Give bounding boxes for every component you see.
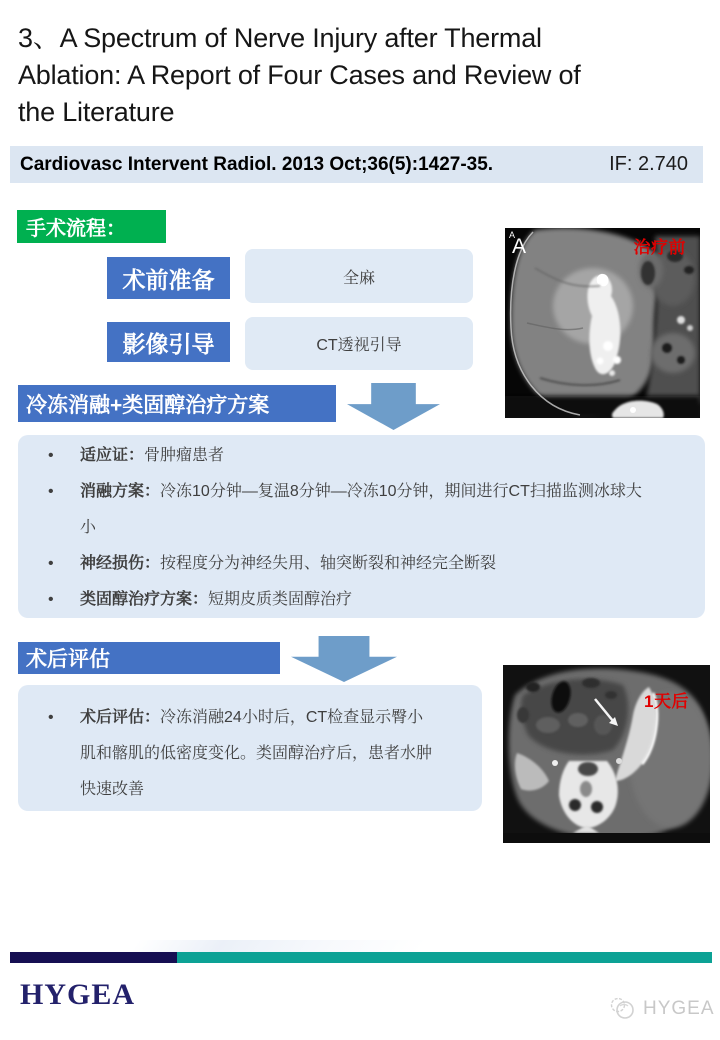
figure-tag-posttreatment: 1天后 xyxy=(644,692,689,711)
step-value-ct-guidance: CT透视引导 xyxy=(245,317,473,370)
flow-header-badge: 手术流程： xyxy=(17,210,166,243)
assessment-header-badge: 术后评估 xyxy=(18,642,280,674)
page-title xyxy=(18,20,686,131)
bullet-text: 骨肿瘤患者 xyxy=(144,447,225,464)
bullet-label: 适应证： xyxy=(80,447,145,464)
list-item xyxy=(34,474,653,546)
figure-tag-pretreatment: 治疗前 xyxy=(633,238,686,257)
down-arrow-icon xyxy=(291,636,397,682)
plan-bullet-box xyxy=(18,435,705,618)
list-item xyxy=(34,438,653,474)
page-title-line-2: Ablation: A Report of Four Cases and Review of xyxy=(18,60,581,90)
journal-citation: Cardiovasc Intervent Radiol. 2013 Oct;36(5):1427-35. xyxy=(20,153,494,175)
watermark-text: HYGEA xyxy=(643,998,715,1019)
impact-factor: IF: 2.740 xyxy=(609,153,688,175)
bullet-label: 神经损伤： xyxy=(80,555,161,572)
figure-sublabel: A xyxy=(509,230,516,240)
assessment-bullet-box xyxy=(18,685,482,811)
list-item xyxy=(34,582,653,618)
footer-bar-navy xyxy=(10,952,177,963)
step-badge-imaging: 影像引导 xyxy=(107,322,230,362)
figure-label: A xyxy=(512,235,527,258)
page-title-line-3: the Literature xyxy=(18,97,175,127)
watermark-logo-icon xyxy=(608,996,638,1022)
bullet-label: 术后评估： xyxy=(80,709,161,726)
bullet-text: 冷冻10分钟—复温8分钟—冷冻10分钟，期间进行CT扫描监测冰球大小 xyxy=(80,483,642,536)
bullet-icon: • xyxy=(48,447,54,464)
plan-header-badge: 冷冻消融+类固醇治疗方案 xyxy=(18,385,336,422)
list-item xyxy=(34,700,436,808)
ct-image-pretreatment xyxy=(505,228,700,418)
down-arrow-icon xyxy=(347,383,440,430)
journal-citation-bar xyxy=(10,146,703,183)
page-title-line-1: 3、A Spectrum of Nerve Injury after Thermal xyxy=(18,23,542,53)
bullet-icon: • xyxy=(48,555,54,572)
bullet-text: 冷冻消融24小时后，CT检查显示臀小肌和髂肌的低密度变化。类固醇治疗后，患者水肿快速改善 xyxy=(80,709,433,798)
company-logo: HYGEA xyxy=(20,978,136,1011)
bullet-text: 按程度分为神经失用、轴突断裂和神经完全断裂 xyxy=(160,555,497,572)
bullet-icon: • xyxy=(48,591,54,608)
bullet-label: 消融方案： xyxy=(80,483,161,500)
bullet-label: 类固醇治疗方案： xyxy=(80,591,209,608)
footer-bar-teal xyxy=(177,952,712,963)
bullet-text: 短期皮质类固醇治疗 xyxy=(208,591,353,608)
step-value-anesthesia: 全麻 xyxy=(245,249,473,303)
bullet-icon: • xyxy=(48,483,54,500)
bullet-icon: • xyxy=(48,709,54,726)
footer-decoration xyxy=(131,940,479,952)
list-item xyxy=(34,546,653,582)
step-badge-preop: 术前准备 xyxy=(107,257,230,299)
ct-image-posttreatment xyxy=(503,665,710,843)
watermark xyxy=(608,996,715,1022)
